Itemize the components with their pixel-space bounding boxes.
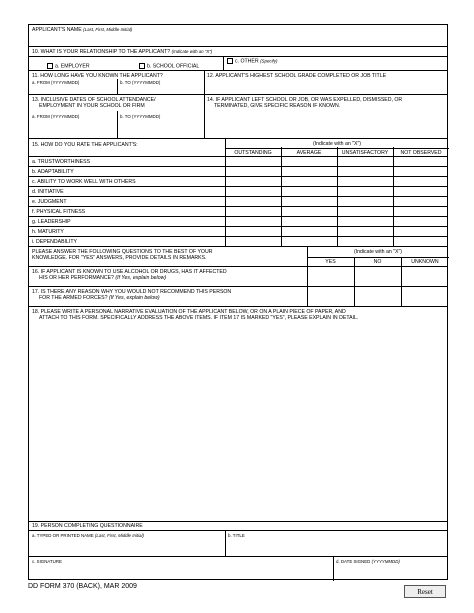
- school-official-checkbox: [139, 63, 145, 69]
- instructions-row: [29, 246, 447, 266]
- q17-label: 17. IS THERE ANY REASON WHY YOU WOULD NOT RECOMMEND THIS PERSON FOR THE ARMED FORCES? (If Yes, explain below): [32, 289, 232, 302]
- q15-indicate: (Indicate with an "X"): [312, 141, 362, 147]
- q11-from-label: a. FROM (YYYYMMDD): [32, 80, 80, 85]
- col-average: AVERAGE: [296, 150, 322, 156]
- q19-name-field[interactable]: [32, 540, 222, 555]
- employer-checkbox: [47, 63, 53, 69]
- q13-from-label: a. FROM (YYYYMMDD): [32, 114, 80, 119]
- q18-label: 18. PLEASE WRITE A PERSONAL NARRATIVE EVALUATION OF THE APPLICANT BELOW, OR ON A PLAIN PIECE OF PAPER, AND ATTACH TO THIS FORM. SPECIFICALLY ADDRESS THE ABOVE ITEMS. IF ITEM 17 IS MARKED "YES", PLEASE EXPLAIN IN DETAIL.: [32, 309, 359, 322]
- applicant-name-label: APPLICANT'S NAME (Last, First, Middle Initial): [32, 27, 133, 33]
- applicant-name-field[interactable]: [31, 35, 445, 45]
- q10-row: 10. WHAT IS YOUR RELATIONSHIP TO THE APPLICANT? (Indicate with an "X") a. EMPLOYER b. SCHOOL OFFICIAL c. OTHER (Specify): [29, 46, 447, 70]
- col-unknown: UNKNOWN: [411, 259, 439, 265]
- rating-row[interactable]: i. DEPENDABILITY: [29, 236, 447, 246]
- q16-row[interactable]: [29, 266, 447, 286]
- col-no: NO: [373, 259, 382, 265]
- col-not-observed: NOT OBSERVED: [400, 150, 442, 156]
- form-footer: DD FORM 370 (BACK), MAR 2009: [28, 583, 137, 590]
- rating-row[interactable]: g. LEADERSHIP: [29, 216, 447, 226]
- reset-button[interactable]: Reset: [404, 585, 446, 598]
- instructions-text: PLEASE ANSWER THE FOLLOWING QUESTIONS TO THE BEST OF YOUR KNOWLEDGE. FOR "YES" ANSWERS, PROVIDE DETAILS IN REMARKS.: [32, 249, 213, 262]
- q19-header: [29, 521, 447, 530]
- q19-date-label: d. DATE SIGNED (YYYYMMDD): [336, 559, 400, 564]
- q19-label: 19. PERSON COMPLETING QUESTIONNAIRE: [32, 523, 143, 529]
- q19-signature-field[interactable]: [32, 566, 330, 580]
- form-sheet: [28, 24, 448, 580]
- yes-no-indicate: (Indicate with an "X"): [353, 249, 403, 255]
- q19-title-label: b. TITLE: [228, 533, 245, 538]
- q17-row[interactable]: [29, 286, 447, 306]
- rating-row[interactable]: c. ABILITY TO WORK WELL WITH OTHERS: [29, 176, 447, 186]
- q14-label: 14. IF APPLICANT LEFT SCHOOL OR JOB, OR WAS EXPELLED, DISMISSED, OR TERMINATED, GIVE SPECIFIC REASON IF KNOWN.: [207, 97, 403, 110]
- q19-sign-date-row: [29, 556, 447, 581]
- q19-title-field[interactable]: [228, 540, 446, 555]
- rating-row[interactable]: d. INITIATIVE: [29, 186, 447, 196]
- q19-signature-label: c. SIGNATURE: [32, 559, 62, 564]
- q18-narrative[interactable]: [29, 306, 447, 521]
- q16-label: 16. IF APPLICANT IS KNOWN TO USE ALCOHOL OR DRUGS, HAS IT AFFECTED HIS OR HER PERFORMANCE? (If Yes, explain below): [32, 269, 227, 282]
- rating-row[interactable]: h. MATURITY: [29, 226, 447, 236]
- q11-q12-row: [29, 70, 447, 94]
- other-option[interactable]: c. OTHER (Specify): [227, 58, 277, 64]
- school-official-option[interactable]: b. SCHOOL OFFICIAL: [139, 63, 199, 69]
- rating-row[interactable]: a. TRUSTWORTHINESS: [29, 156, 447, 166]
- q13-q14-row: [29, 94, 447, 138]
- rating-row[interactable]: f. PHYSICAL FITNESS: [29, 206, 447, 216]
- q19-date-field[interactable]: [336, 566, 446, 580]
- q19-name-title-row: [29, 530, 447, 556]
- col-outstanding: OUTSTANDING: [234, 150, 272, 156]
- q12-label: 12. APPLICANT'S HIGHEST SCHOOL GRADE COMPLETED OR JOB TITLE: [207, 73, 387, 79]
- rating-row[interactable]: e. JUDGMENT: [29, 196, 447, 206]
- col-unsatisfactory: UNSATISFACTORY: [341, 150, 389, 156]
- q12-field[interactable]: [207, 81, 445, 93]
- employer-option[interactable]: a. EMPLOYER: [47, 63, 90, 69]
- q13-label: 13. INCLUSIVE DATES OF SCHOOL ATTENDANCE/ EMPLOYMENT IN YOUR SCHOOL OR FIRM: [32, 97, 156, 110]
- rating-row[interactable]: b. ADAPTABILITY: [29, 166, 447, 176]
- q19-name-label: a. TYPED OR PRINTED NAME (Last, First, Middle Initial): [32, 533, 144, 538]
- col-yes: YES: [325, 259, 336, 265]
- q11-to-label: b. TO (YYYYMMDD): [120, 80, 161, 85]
- other-checkbox: [227, 58, 233, 64]
- q15-label: 15. HOW DO YOU RATE THE APPLICANT'S:: [32, 142, 138, 148]
- q11-label: 11. HOW LONG HAVE YOU KNOWN THE APPLICANT?: [32, 73, 163, 79]
- q13-to-label: b. TO (YYYYMMDD): [120, 114, 161, 119]
